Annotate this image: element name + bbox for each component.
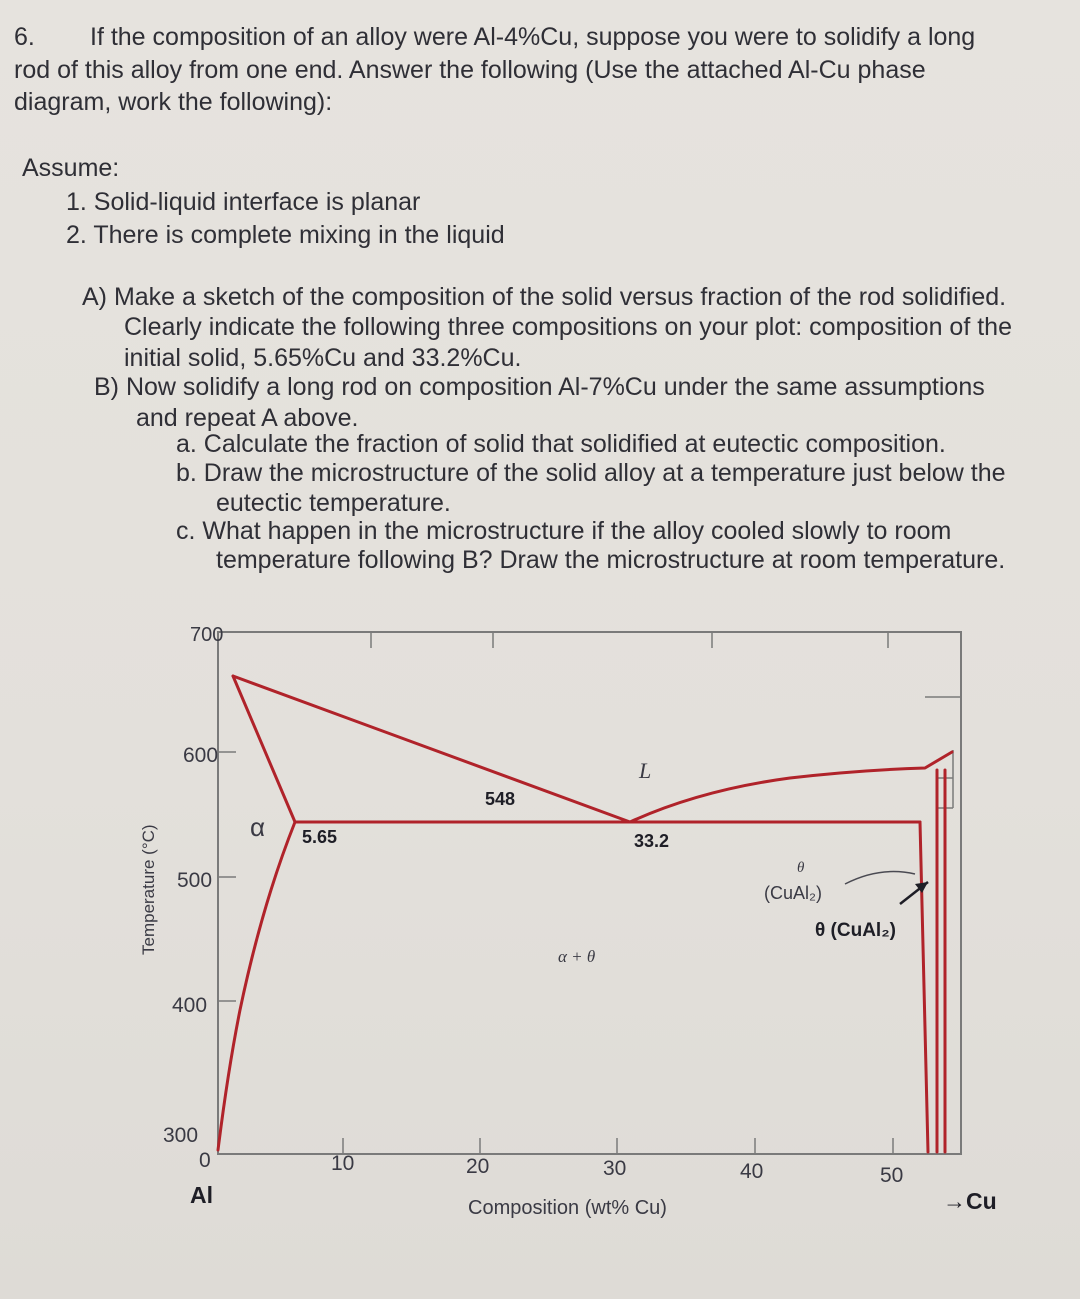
part-b-sub-c-line-1: c. What happen in the microstructure if the alloy cooled slowly to room [176,517,952,545]
al-label: Al [190,1182,213,1208]
x-tick-label: 0 [199,1149,211,1172]
eutectic-composition-label: 33.2 [634,831,670,851]
part-b-sub-c-line-2: temperature following B? Draw the microstructure at room temperature. [216,546,1006,574]
x-tick-label: 10 [331,1152,355,1175]
y-tick-label: 700 [190,624,224,646]
question-text-line-3: diagram, work the following): [14,88,333,116]
cu-arrow-label: →Cu [943,1188,997,1214]
part-b-sub-a: a. Calculate the fraction of solid that solidified at eutectic composition. [176,430,946,458]
theta-region-frame [925,697,961,808]
eutectic-temperature-label: 548 [485,789,516,809]
y-tick-label: 500 [177,869,213,892]
x-tick-label: 30 [603,1157,627,1180]
alpha-phase-label: α [250,812,266,842]
x-axis-label: Composition (wt% Cu) [468,1197,667,1219]
theta-symbol-label: θ [797,860,805,876]
solidus-line [233,676,295,822]
question-number: 6. [14,23,35,51]
theta-left-boundary [920,822,928,1152]
part-a-line-3: initial solid, 5.65%Cu and 33.2%Cu. [124,344,522,372]
alpha-theta-label: α + θ [558,947,596,966]
x-tick-label: 40 [740,1160,764,1183]
theta-pointer-line [845,872,915,884]
x-tick-label: 50 [880,1164,904,1187]
theta-formula-label: (CuAl₂) [764,883,822,903]
x-tick-label: 20 [466,1155,490,1178]
liquidus-alpha-line [233,676,630,822]
question-text-line-1: If the composition of an alloy were Al-4%Cu, suppose you were to solidify a long [90,23,976,51]
assume-heading: Assume: [22,154,120,182]
y-axis-ticks [218,752,236,1001]
solvus-line [218,822,295,1150]
part-b-sub-b-line-2: eutectic temperature. [216,489,451,517]
theta-bold-label: θ (CuAl₂) [815,920,896,941]
part-b-line-2: and repeat A above. [136,404,359,432]
y-tick-label: 300 [163,1124,199,1147]
liquid-phase-label: L [639,758,652,783]
liquidus-theta-line [630,752,952,822]
question-text-line-2: rod of this alloy from one end. Answer the following (Use the attached Al-Cu phase [14,56,926,84]
part-a-line-2: Clearly indicate the following three compositions on your plot: composition of the [124,313,1012,341]
y-tick-label: 400 [172,994,208,1017]
part-b-sub-b-line-1: b. Draw the microstructure of the solid alloy at a temperature just below the [176,459,1006,487]
assumption-item: 2. There is complete mixing in the liquid [66,221,505,249]
y-tick-label: 600 [183,744,219,767]
x-axis-bottom-ticks [343,1138,893,1154]
y-axis-label: Temperature (°C) [139,824,158,955]
assumption-item: 1. Solid-liquid interface is planar [66,188,421,216]
part-a-line-1: A) Make a sketch of the composition of the solid versus fraction of the rod solidified. [82,283,1007,311]
x-axis-top-ticks [371,632,888,648]
max-solubility-label: 5.65 [302,827,338,847]
part-b-line-1: B) Now solidify a long rod on composition Al-7%Cu under the same assumptions [94,373,985,401]
phase-boundaries [218,676,952,1152]
